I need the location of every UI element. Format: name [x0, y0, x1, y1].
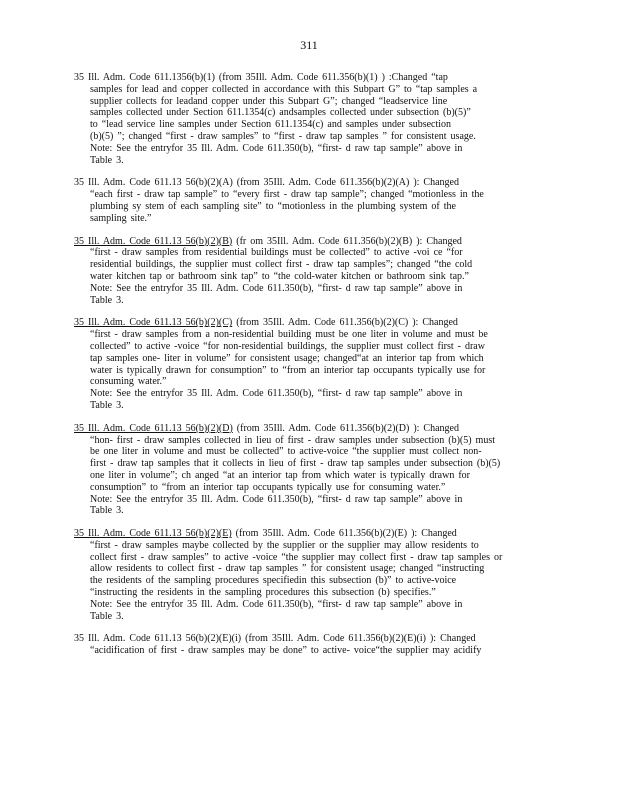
entry-text-line: sampling site.” — [90, 212, 152, 224]
entry-note: Note: See the entryfor 35 Ill. Adm. Code 611.350(b), “first- d raw tap sample” above in — [90, 388, 463, 400]
entry-text-line: (b)(5) ”; changed “first - draw samples” to “first - draw tap samples ” for consistent usage. — [90, 130, 476, 142]
entry-text-line: allow residents to collect first - draw tap samples ” for consistent usage; changed “instructing — [90, 563, 485, 575]
entry-text-line: (fr om 35Ill. Adm. Code 611.356(b)(2)(B) ): Changed — [236, 235, 462, 247]
entry-611-1356-b-2-d — [74, 423, 544, 517]
entry-text-line: “first - draw samples from residential buildings must be collected” to active -voi ce “for — [90, 247, 463, 259]
entry-text-line: first - draw tap samples that it collects in lieu of first - draw tap samples under subsection (b)(5) — [90, 458, 501, 470]
entry-text-line: consumption” to “from an interior tap occupants typically use for consuming water.” — [90, 481, 446, 493]
entry-text-line: (from 35Ill. Adm. Code 611.356(b)(2)(E)(i) ): Changed — [245, 633, 476, 645]
comment-entries — [74, 72, 544, 668]
entry-text-line: supplier collects for leadand copper under this Subpart G”; changed “leadservice line — [90, 95, 448, 107]
entry-note-end: Table 3. — [90, 294, 124, 306]
entry-first-line — [74, 423, 544, 435]
entry-611-1356-b-2-e — [74, 528, 544, 622]
entry-text-line: “each first - draw tap sample” to “every first - draw tap sample”; changed “motionless in the — [90, 189, 484, 201]
entry-note: Note: See the entryfor 35 Ill. Adm. Code 611.350(b), “first- d raw tap sample” above in — [90, 598, 463, 610]
entry-note: Note: See the entryfor 35 Ill. Adm. Code 611.350(b), “first- d raw tap sample” above in — [90, 282, 463, 294]
entry-text-line: “instructing the residents in the sampling procedures this subsection (b) specifies.” — [90, 587, 436, 599]
entry-text-line: (from 35Ill. Adm. Code 611.356(b)(1) ) :Changed “tap — [218, 72, 448, 83]
entry-611-1356-b-2-b — [74, 236, 544, 307]
entry-611-1356-b-2-e-i — [74, 633, 544, 657]
entry-611-1356-b-2-a — [74, 177, 544, 224]
entry-text-line: consuming water.” — [90, 376, 167, 388]
entry-text-line: “acidification of first - draw samples may be done” to active- voice“the supplier may acidify — [90, 645, 482, 657]
entry-citation: 35 Ill. Adm. Code 611.13 56(b)(2)(B) — [74, 235, 233, 247]
entry-text-line: “hon- first - draw samples collected in lieu of first - draw samples under subsection (b)(5) must — [90, 434, 496, 446]
entry-first-line — [74, 633, 544, 645]
entry-text-line: (from 35Ill. Adm. Code 611.356(b)(2)(D) ): Changed — [236, 422, 459, 434]
entry-text-line: water is typically drawn for consumption” to “from an interior tap occupants typically use for — [90, 364, 486, 376]
entry-first-line — [74, 317, 544, 329]
entry-text-line: residential buildings, the supplier must collect first - draw tap samples”; changed “the cold — [90, 259, 473, 271]
entry-citation: 35 Ill. Adm. Code 611.13 56(b)(2)(A) — [74, 177, 233, 189]
entry-note: Note: See the entryfor 35 Ill. Adm. Code 611.350(b), “first- d raw tap sample” above in — [90, 493, 463, 505]
entry-611-1356-b-2-c — [74, 317, 544, 411]
entry-text-line: to “lead service line samples under Section 611.1354(c) and samples under subsection — [90, 119, 452, 131]
entry-text-line: “first - draw samples from a non-residential building must be one liter in volume and must be — [90, 329, 488, 341]
entry-citation: 35 Ill. Adm. Code 611.13 56(b)(2)(D) — [74, 422, 233, 434]
entry-text-line: collect first - draw samples” to active -voice “the supplier may collect first - draw tap samples or — [90, 551, 503, 563]
entry-text-line: tap samples one- liter in volume” for consistent usage; changed“at an interior tap from which — [90, 352, 484, 364]
entry-text-line: “first - draw samples maybe collected by the supplier or the supplier may allow residents to — [90, 539, 479, 551]
entry-note-end: Table 3. — [90, 610, 124, 622]
entry-citation: 35 Ill. Adm. Code 611.1356(b)(1) — [74, 72, 215, 83]
entry-text-line: plumbing sy stem of each sampling site” to “motionless in the plumbing system of the — [90, 200, 456, 212]
entry-first-line — [74, 528, 544, 540]
entry-note-end: Table 3. — [90, 154, 124, 166]
entry-text-line: be one liter in volume and must be collected” to active-voice “the supplier must collect non- — [90, 446, 482, 458]
entry-note: Note: See the entryfor 35 Ill. Adm. Code 611.350(b), “first- d raw tap sample” above in — [90, 142, 463, 154]
entry-text-line: the residents of the sampling procedures specifiedin this subsection (b)” to active-voice — [90, 575, 457, 587]
entry-first-line — [74, 236, 544, 248]
entry-citation: 35 Ill. Adm. Code 611.13 56(b)(2)(E) — [74, 528, 232, 540]
entry-note-end: Table 3. — [90, 505, 124, 517]
entry-citation: 35 Ill. Adm. Code 611.13 56(b)(2)(E)(i) — [74, 633, 242, 645]
entry-note-end: Table 3. — [90, 399, 124, 411]
entry-text-line: collected” to active -voice “for non-residential buildings, the supplier must collect first - draw — [90, 340, 485, 352]
entry-text-line: (from 35Ill. Adm. Code 611.356(b)(2)(E) ): Changed — [235, 528, 457, 540]
entry-text-line: one liter in volume”; ch anged “at an interior tap from which water is typically drawn for — [90, 469, 470, 481]
entry-text-line: (from 35Ill. Adm. Code 611.356(b)(2)(C) ): Changed — [236, 317, 458, 329]
entry-611-1356-b-1 — [74, 72, 544, 166]
entry-text-line: samples for lead and copper collected in accordance with this Subpart G” to “tap samples a — [90, 83, 478, 95]
entry-first-line — [74, 177, 544, 189]
page-number: 311 — [300, 38, 318, 52]
entry-text-line: samples collected under Section 611.1354(c) andsamples collected under subsection (b)(5)” — [90, 107, 471, 119]
entry-first-line — [74, 72, 544, 84]
entry-text-line: water kitchen tap or bathroom sink tap” to “the cold-water kitchen or bathroom sink tap.” — [90, 270, 469, 282]
entry-citation: 35 Ill. Adm. Code 611.13 56(b)(2)(C) — [74, 317, 233, 329]
entry-text-line: (from 35Ill. Adm. Code 611.356(b)(2)(A) ): Changed — [236, 177, 459, 189]
